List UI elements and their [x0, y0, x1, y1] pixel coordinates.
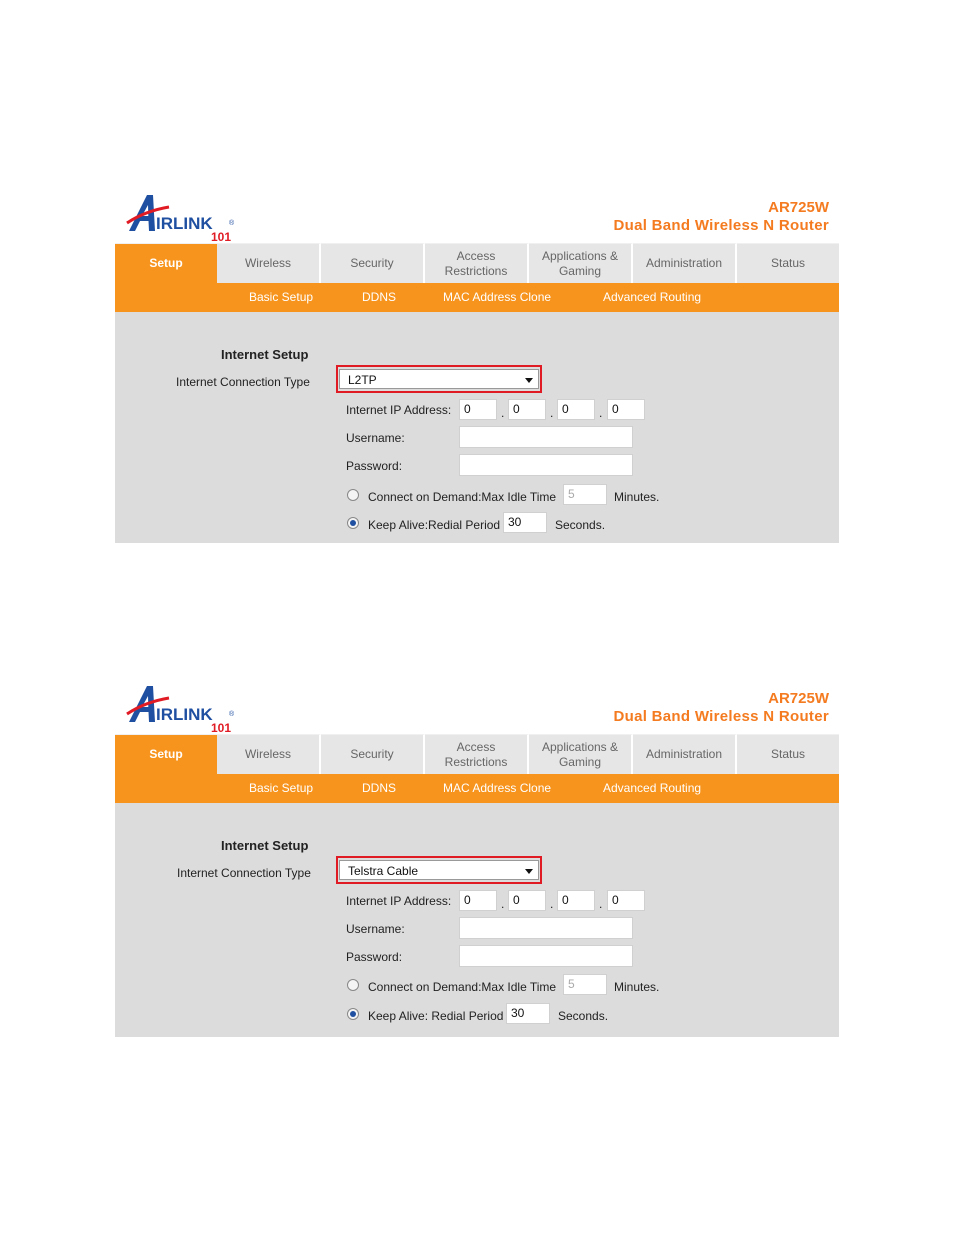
ip-octet-3[interactable]: 0 [557, 890, 595, 911]
model-title [613, 690, 829, 726]
svg-text:101: 101 [211, 721, 232, 734]
minutes-label: Minutes. [614, 980, 660, 994]
connection-type-label: Internet Connection Type [176, 375, 310, 389]
product-name: Dual Band Wireless N Router [613, 217, 829, 234]
sub-navigation [115, 283, 839, 312]
ip-octet-1[interactable]: 0 [459, 890, 497, 911]
setup-content [115, 803, 839, 1037]
tab-applications-gaming-label: Applications & Gaming [541, 739, 619, 769]
max-idle-time-input[interactable]: 5 [563, 974, 607, 995]
keep-alive-radio[interactable] [347, 517, 359, 529]
sub-navigation [115, 774, 839, 803]
subnav-ddns[interactable]: DDNS [362, 781, 397, 795]
connect-on-demand-radio[interactable] [347, 489, 359, 501]
subnav-basic-setup[interactable]: Basic Setup [249, 781, 314, 795]
keep-alive-radio[interactable] [347, 1008, 359, 1020]
model-number: AR725W [768, 199, 829, 216]
connection-type-value: L2TP [348, 373, 377, 387]
tab-wireless[interactable]: Wireless [217, 243, 321, 283]
subnav-mac-address-clone[interactable]: MAC Address Clone [443, 781, 552, 795]
password-input[interactable] [459, 945, 633, 967]
setup-content [115, 312, 839, 543]
tab-access-restrictions-label: Access Restrictions [444, 248, 508, 278]
keep-alive-label: Keep Alive:Redial Period [368, 518, 501, 532]
section-title: Internet Setup [221, 347, 309, 362]
ip-dot: . [599, 897, 603, 911]
subnav-basic-setup[interactable]: Basic Setup [249, 290, 314, 304]
model-number: AR725W [768, 690, 829, 707]
connect-on-demand-label: Connect on Demand:Max Idle Time [368, 490, 557, 504]
connection-type-select[interactable] [339, 369, 539, 389]
ip-dot: . [501, 897, 505, 911]
connect-on-demand-label: Connect on Demand:Max Idle Time [368, 980, 557, 994]
header [115, 684, 839, 734]
airlink-logo [125, 193, 235, 243]
connection-type-value: Telstra Cable [348, 864, 419, 878]
chevron-down-icon [525, 378, 533, 383]
subnav-advanced-routing[interactable]: Advanced Routing [603, 290, 702, 304]
tab-applications-gaming[interactable] [529, 734, 633, 774]
tab-access-restrictions[interactable] [425, 734, 529, 774]
router-panel-1 [115, 193, 839, 543]
ip-dot: . [550, 897, 554, 911]
ip-dot: . [550, 406, 554, 420]
main-tabs [115, 734, 839, 774]
ip-octet-1[interactable]: 0 [459, 399, 497, 420]
redial-period-input[interactable]: 30 [506, 1003, 550, 1024]
password-input[interactable] [459, 454, 633, 476]
tab-applications-gaming-label: Applications & Gaming [541, 248, 619, 278]
ip-octet-4[interactable]: 0 [607, 890, 645, 911]
username-input[interactable] [459, 917, 633, 939]
tab-status[interactable]: Status [737, 734, 839, 774]
svg-text:®: ® [229, 220, 235, 227]
ip-label: Internet IP Address: [346, 894, 452, 908]
ip-dot: . [501, 406, 505, 420]
tab-administration[interactable]: Administration [633, 243, 737, 283]
seconds-label: Seconds. [555, 518, 606, 532]
svg-text:IRLINK: IRLINK [156, 214, 213, 233]
tab-administration[interactable]: Administration [633, 734, 737, 774]
subnav-ddns[interactable]: DDNS [362, 290, 397, 304]
password-label: Password: [346, 950, 403, 964]
max-idle-time-input[interactable]: 5 [563, 484, 607, 505]
subnav-advanced-routing[interactable]: Advanced Routing [603, 781, 702, 795]
tab-setup[interactable]: Setup [115, 243, 217, 283]
svg-text:101: 101 [211, 230, 232, 243]
ip-dot: . [599, 406, 603, 420]
ip-label: Internet IP Address: [346, 403, 452, 417]
svg-text:IRLINK: IRLINK [156, 705, 213, 724]
tab-status[interactable]: Status [737, 243, 839, 283]
redial-period-input[interactable]: 30 [503, 512, 547, 533]
ip-octet-3[interactable]: 0 [557, 399, 595, 420]
tab-access-restrictions-label: Access Restrictions [444, 739, 508, 769]
username-label: Username: [346, 922, 405, 936]
main-tabs [115, 243, 839, 283]
password-label: Password: [346, 459, 403, 473]
router-panel-2 [115, 684, 839, 1037]
subnav-mac-address-clone[interactable]: MAC Address Clone [443, 290, 552, 304]
tab-wireless[interactable]: Wireless [217, 734, 321, 774]
seconds-label: Seconds. [558, 1009, 609, 1023]
minutes-label: Minutes. [614, 490, 660, 504]
header [115, 193, 839, 243]
model-title [613, 199, 829, 235]
connection-type-label: Internet Connection Type [177, 866, 311, 880]
tab-security[interactable]: Security [321, 734, 425, 774]
username-label: Username: [346, 431, 405, 445]
tab-setup[interactable]: Setup [115, 734, 217, 774]
ip-octet-2[interactable]: 0 [508, 399, 546, 420]
tab-applications-gaming[interactable] [529, 243, 633, 283]
airlink-logo [125, 684, 235, 734]
svg-text:®: ® [229, 711, 235, 718]
tab-access-restrictions[interactable] [425, 243, 529, 283]
ip-octet-4[interactable]: 0 [607, 399, 645, 420]
tab-security[interactable]: Security [321, 243, 425, 283]
ip-octet-2[interactable]: 0 [508, 890, 546, 911]
chevron-down-icon [525, 869, 533, 874]
connect-on-demand-radio[interactable] [347, 979, 359, 991]
section-title: Internet Setup [221, 838, 309, 853]
product-name: Dual Band Wireless N Router [613, 708, 829, 725]
keep-alive-label: Keep Alive: Redial Period [368, 1009, 504, 1023]
username-input[interactable] [459, 426, 633, 448]
connection-type-select[interactable] [339, 860, 539, 880]
